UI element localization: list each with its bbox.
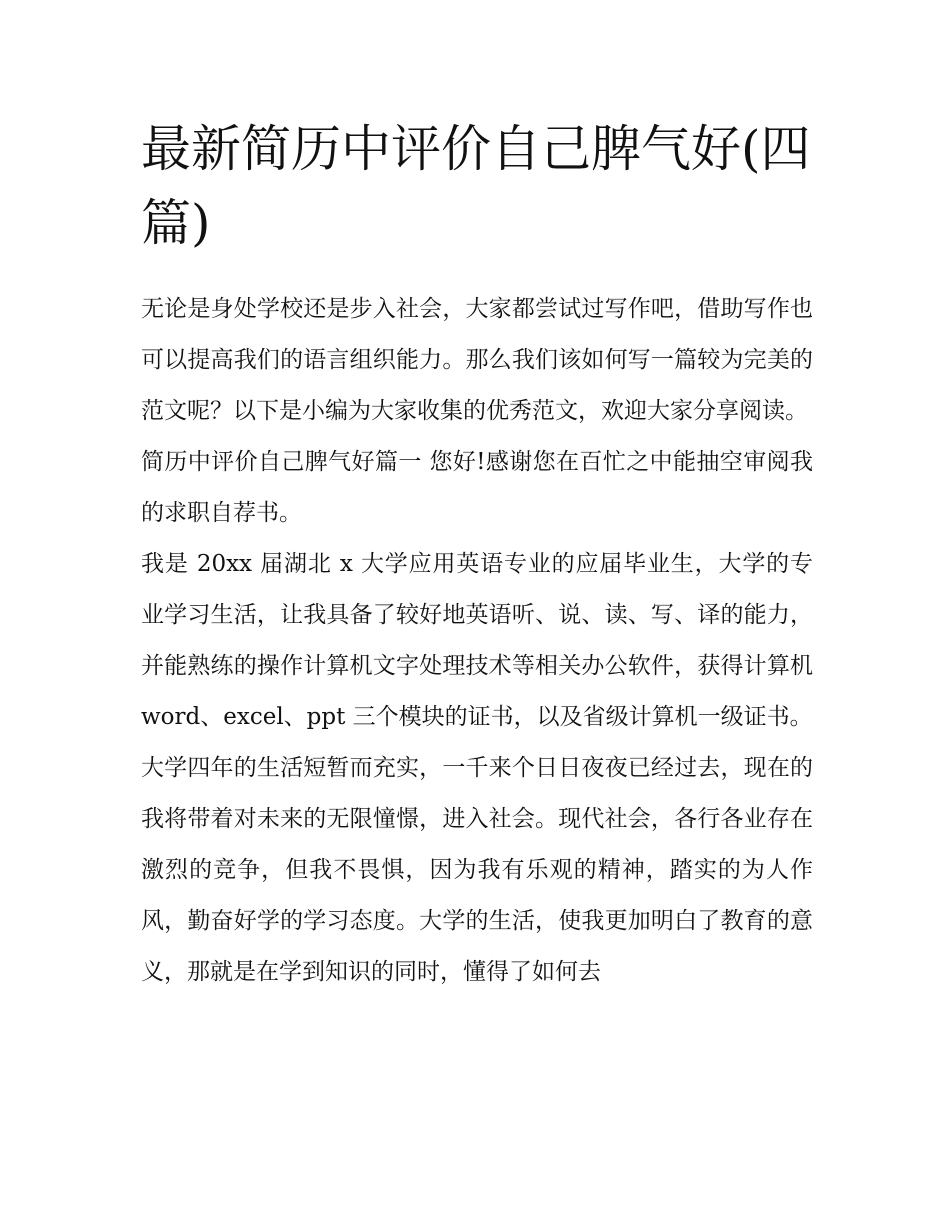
paragraph-intro: 无论是身处学校还是步入社会，大家都尝试过写作吧，借助写作也可以提高我们的语言组织能力。那么我们该如何写一篇较为完美的范文呢？以下是小编为大家收集的优秀范文，欢迎大家分享阅读。 — [141, 296, 813, 424]
paragraph-greeting: 简历中评价自己脾气好篇一 您好!感谢您在百忙之中能抽空审阅我的求职自荐书。 — [141, 449, 813, 526]
document-content — [141, 112, 813, 998]
paragraph-university-life: 大学四年的生活短暂而充实，一千来个日日夜夜已经过去，现在的我将带着对未来的无限憧憬，进入社会。现代社会，各行各业存在激烈的竞争，但我不畏惧，因为我有乐观的精神，踏实的为人作风，勤奋好学的学习态度。大学的生活，使我更加明白了教育的意义，那就是在学到知识的同时，懂得了如何去 — [141, 755, 813, 985]
paragraph-education: 我是 20xx 届湖北 x 大学应用英语专业的应届毕业生，大学的专业学习生活，让我具备了较好地英语听、说、读、写、译的能力，并能熟练的操作计算机文字处理技术等相关办公软件，获得计算机 word、excel、ppt 三个模块的证书，以及省级计算机一级证书。 — [141, 551, 813, 730]
document-body — [141, 284, 813, 998]
document-title: 最新简历中评价自己脾气好(四篇) — [141, 120, 811, 252]
